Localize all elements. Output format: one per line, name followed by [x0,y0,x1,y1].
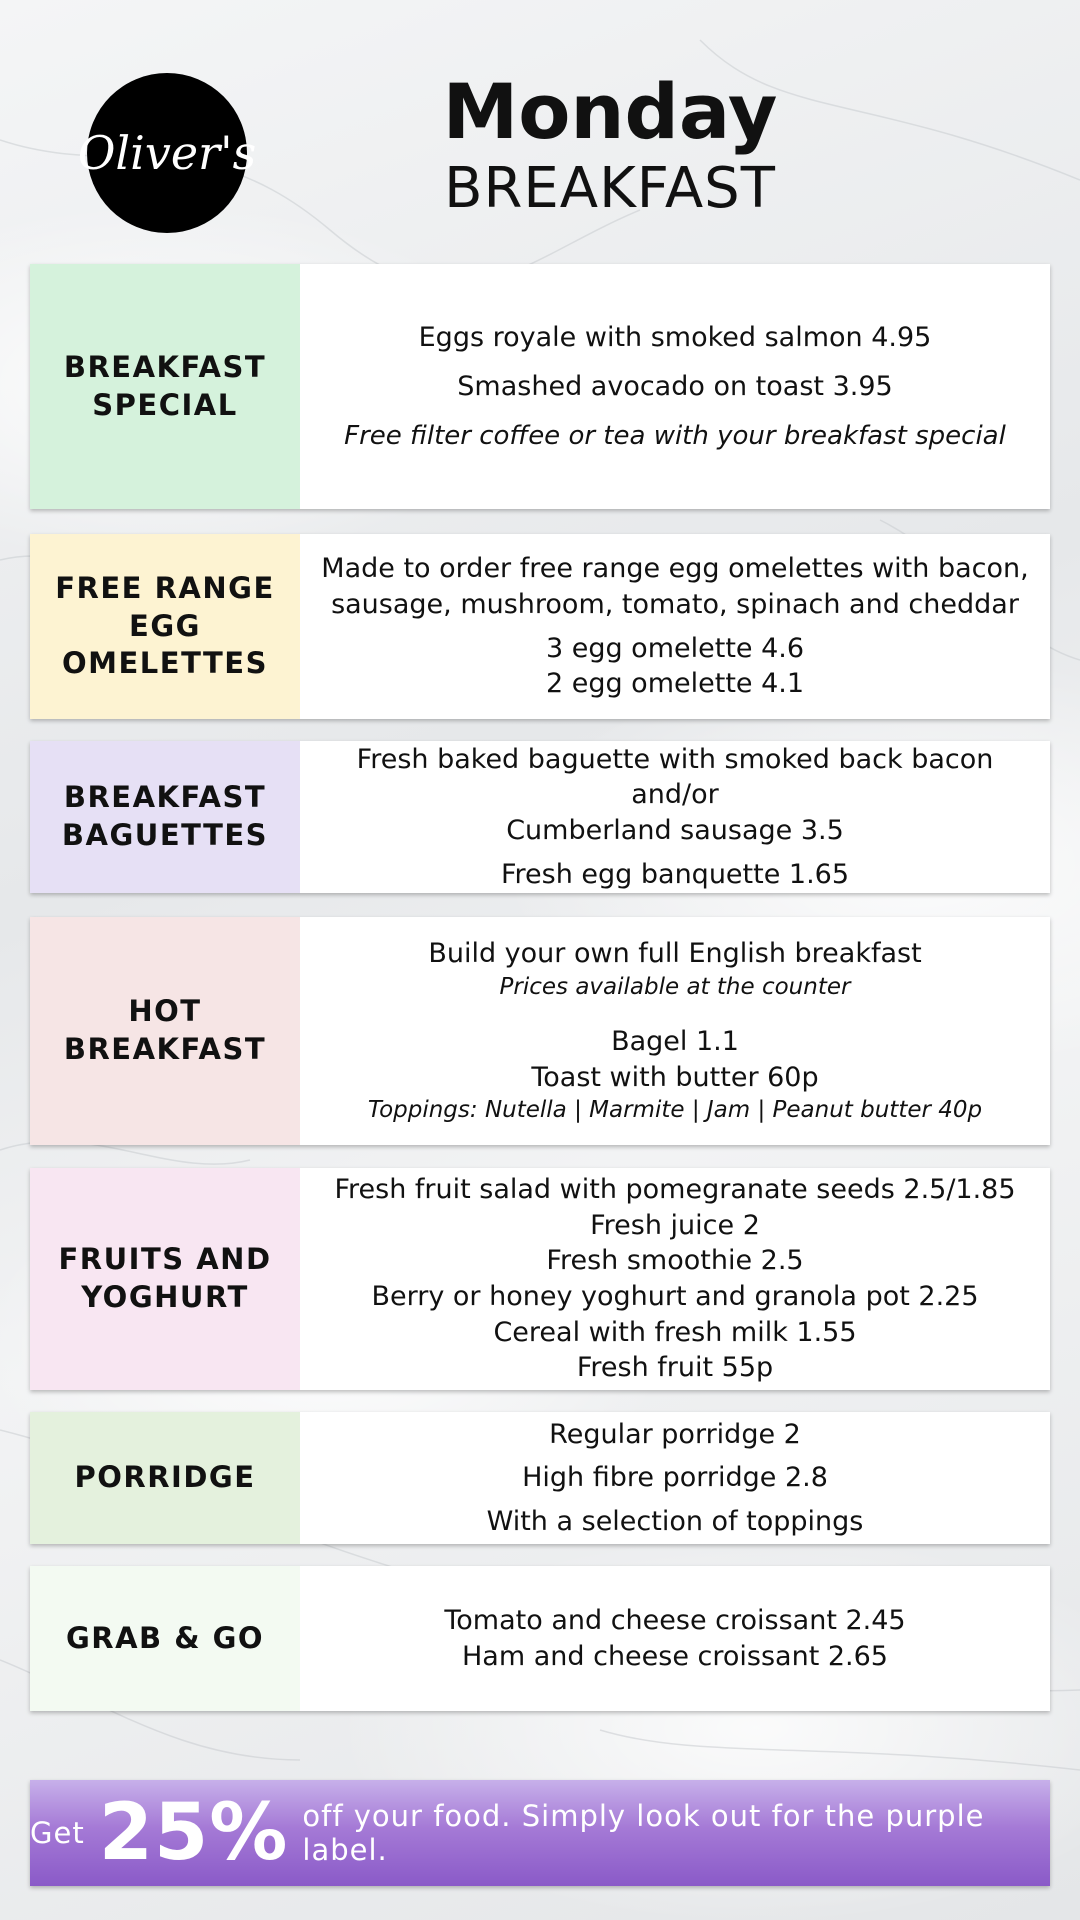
menu-item: Build your own full English breakfast [428,938,922,970]
menu-note: Free filter coffee or tea with your breakfast special [344,420,1006,451]
section-hot-breakfast [30,917,1050,1145]
section-breakfast-special [30,264,1050,509]
banner-suffix: off your food. Simply look out for the purple label. [302,1799,985,1867]
logo-text: Oliver's [77,126,257,180]
oliver-logo [77,73,257,233]
menu-item: With a selection of toppings [486,1505,864,1537]
menu-item: Fresh fruit salad with pomegranate seeds 2.5/1.85 [334,1174,1016,1206]
menu-item: Ham and cheese croissant 2.65 [461,1640,888,1672]
menu-item: Fresh juice 2 [590,1209,760,1241]
section-porridge [30,1412,1050,1544]
menu-item: Fresh smoothie 2.5 [546,1245,804,1277]
menu-item: Cereal with fresh milk 1.55 [493,1316,857,1348]
menu-item: Fresh baked baguette with smoked back bacon and/or Cumberland sausage 3.5 [356,743,994,846]
discount-banner [30,1780,1050,1886]
category-label: PORRIDGE [30,1412,300,1544]
menu-note: Prices available at the counter [499,973,851,1000]
menu-item: Fresh fruit 55p [576,1352,774,1384]
section-items [300,1168,1050,1390]
menu-item: High fibre porridge 2.8 [522,1462,828,1494]
section-egg-omelettes [30,534,1050,719]
menu-item: Berry or honey yoghurt and granola pot 2.25 [371,1281,979,1312]
section-items [300,264,1050,509]
section-items [300,1412,1050,1544]
category-label: FREE RANGE EGG OMELETTES [30,534,300,719]
section-grab-and-go [30,1566,1050,1711]
menu-note: Toppings: Nutella | Marmite | Jam | Peanut butter 40p [367,1097,983,1124]
menu-item: Made to order free range egg omelettes with bacon, sausage, mushroom, tomato, spinach and cheddar [321,553,1029,620]
menu-item: 2 egg omelette 4.1 [545,668,805,700]
category-label: BREAKFAST SPECIAL [30,264,300,509]
banner-discount: 25% [98,1788,289,1878]
menu-item: Eggs royale with smoked salmon 4.95 [418,321,932,353]
menu-item: Smashed avocado on toast 3.95 [457,371,893,403]
menu-item: Regular porridge 2 [549,1418,801,1450]
category-label: FRUITS AND YOGHURT [30,1168,300,1390]
menu-day-title: Monday [442,67,778,156]
menu-item: Bagel 1.1 [611,1026,739,1058]
section-items [300,917,1050,1145]
category-label: HOT BREAKFAST [30,917,300,1145]
banner-prefix: Get [30,1816,85,1850]
section-breakfast-baguettes [30,741,1050,893]
section-items [300,741,1050,893]
category-label: GRAB & GO [30,1566,300,1711]
category-label: BREAKFAST BAGUETTES [30,741,300,893]
menu-item: Tomato and cheese croissant 2.45 [444,1604,906,1636]
menu-item: 3 egg omelette 4.6 [545,632,805,664]
menu-item: Fresh egg banquette 1.65 [500,858,850,890]
section-items [300,534,1050,719]
menu-item: Toast with butter 60p [531,1061,819,1093]
section-items [300,1566,1050,1711]
section-fruits-yoghurt [30,1168,1050,1390]
menu-meal-title: BREAKFAST [444,156,776,221]
